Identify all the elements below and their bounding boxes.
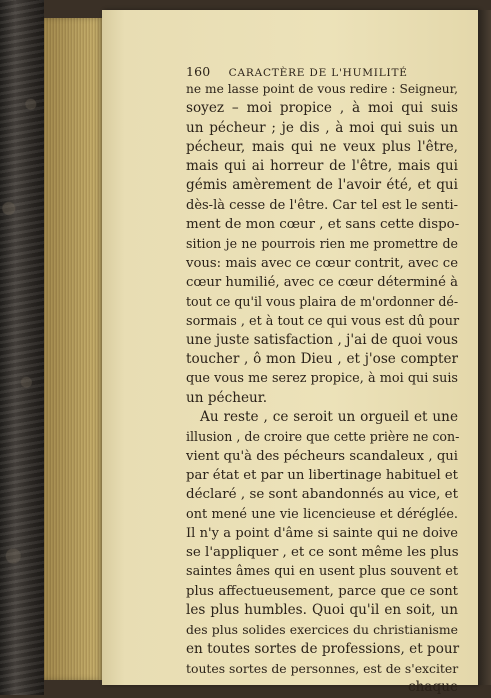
text-line: ont mené une vie licencieuse et déréglée. xyxy=(186,506,458,522)
text-line: mais qui ai horreur de l'être, mais qui xyxy=(186,158,458,175)
text-line: en toutes sortes de professions, et pour xyxy=(186,640,460,657)
running-title: CARACTÈRE DE L'HUMILITÉ xyxy=(228,67,408,79)
page-number: 160 xyxy=(186,64,211,79)
text-line: dès-là cesse de l'être. Car tel est le senti- xyxy=(186,197,458,213)
text-line: cœur humilié, avec ce cœur déterminé à xyxy=(186,274,458,290)
text-line: une juste satisfaction , j'ai de quoi vous xyxy=(186,331,458,348)
text-line: gémis amèrement de l'avoir été, et qui xyxy=(186,177,458,194)
book-binding xyxy=(0,0,44,695)
text-line: vous: mais avec ce cœur contrit, avec ce xyxy=(186,255,458,271)
text-line: les plus humbles. Quoi qu'il en soit, un xyxy=(186,602,458,619)
text-line: un pécheur. xyxy=(186,389,268,406)
catchword: chaque xyxy=(408,679,458,696)
text-line: saintes âmes qui en usent plus souvent et xyxy=(186,564,458,580)
text-line: Il n'y a point d'âme si sainte qui ne doive xyxy=(186,525,458,541)
text-line: sition je ne pourrois rien me promettre de xyxy=(186,236,458,252)
text-line: par état et par un libertinage habituel et xyxy=(186,467,458,483)
text-line: se l'appliquer , et ce sont même les plus xyxy=(186,545,459,561)
text-line: sormais , et à tout ce qui vous est dû pour xyxy=(186,313,460,329)
text-line: ne me lasse point de vous redire : Seigneur, xyxy=(186,82,458,96)
page-edges xyxy=(44,18,102,680)
text-line: pécheur, mais qui ne veux plus l'être, xyxy=(186,138,458,155)
text-line: toucher , ô mon Dieu , et j'ose compter xyxy=(186,351,458,368)
text-line: que vous me serez propice, à moi qui suis xyxy=(186,371,458,387)
text-line: toutes sortes de personnes, est de s'exciter xyxy=(186,660,459,676)
text-line: illusion , de croire que cette prière ne con- xyxy=(186,429,460,445)
text-line: plus affectueusement, parce que ce sont xyxy=(186,583,458,599)
page-body-text xyxy=(186,80,458,698)
text-line: un pécheur ; je dis , à moi qui suis un xyxy=(186,119,458,136)
paragraph-start-line: Au reste , ce seroit un orgueil et une xyxy=(200,409,458,426)
text-line: déclaré , se sont abandonnés au vice, et xyxy=(186,487,458,503)
text-line: ment de mon cœur , et sans cette dispo- xyxy=(186,217,460,233)
text-line: soyez – moi propice , à moi qui suis xyxy=(186,100,458,117)
page-shadow-edge xyxy=(478,10,491,685)
text-line: des plus solides exercices du christianisme xyxy=(186,622,458,638)
text-line: tout ce qu'il vous plaira de m'ordonner dé- xyxy=(186,294,459,310)
text-line: vient qu'à des pécheurs scandaleux , qui xyxy=(186,448,458,464)
